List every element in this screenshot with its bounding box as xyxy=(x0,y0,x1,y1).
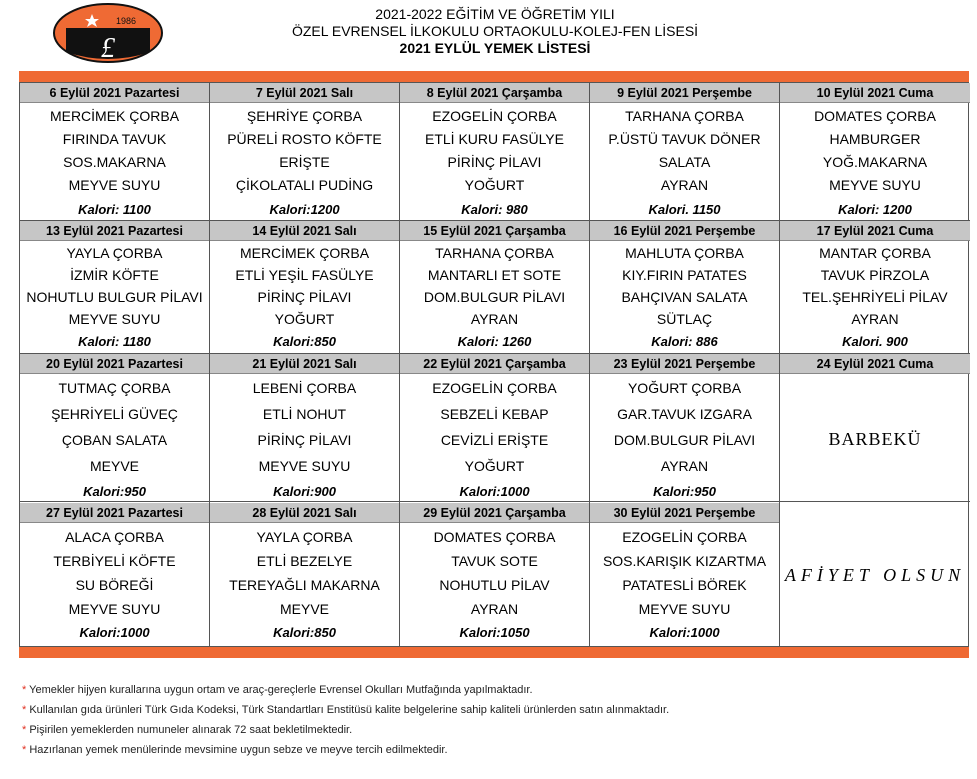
calorie-label: Kalori: 1180 xyxy=(78,334,151,349)
menu-item: ÇİKOLATALI PUDİNG xyxy=(235,177,374,193)
academic-year-title: 2021-2022 EĞİTİM VE ÖĞRETİM YILI xyxy=(375,6,615,22)
day-menu-cell xyxy=(210,375,399,502)
day-column xyxy=(400,83,590,646)
calorie-label: Kalori:950 xyxy=(83,484,146,499)
day-menu-cell xyxy=(780,503,970,647)
menu-item: ERİŞTE xyxy=(279,154,330,170)
day-menu-cell xyxy=(210,103,399,221)
calorie-label: Kalori:1000 xyxy=(79,625,150,640)
menu-item: TARHANA ÇORBA xyxy=(435,245,554,261)
asterisk-icon: * xyxy=(22,724,30,736)
menu-title: 2021 EYLÜL YEMEK LİSTESİ xyxy=(399,40,591,56)
menu-item: YOĞ.MAKARNA xyxy=(822,154,928,170)
day-header: 15 Eylül 2021 Çarşamba xyxy=(400,221,589,241)
menu-item: GAR.TAVUK IZGARA xyxy=(617,406,752,422)
menu-item: YOĞURT xyxy=(274,311,335,327)
menu-item: TEL.ŞEHRİYELİ PİLAV xyxy=(802,289,948,305)
logo-letter: £ xyxy=(101,33,115,64)
calorie-label: Kalori:1000 xyxy=(459,484,530,499)
day-header: 13 Eylül 2021 Pazartesi xyxy=(20,221,209,241)
day-menu-cell xyxy=(20,103,209,221)
note-line xyxy=(22,700,922,720)
menu-item: AYRAN xyxy=(470,311,519,327)
closing-message: AFİYET OLSUN xyxy=(784,565,966,585)
menu-item: AYRAN xyxy=(851,311,899,327)
menu-item: PÜRELİ ROSTO KÖFTE xyxy=(227,131,382,147)
day-menu-cell xyxy=(210,524,399,647)
day-menu-cell xyxy=(400,524,589,647)
menu-item: MEYVE xyxy=(279,601,329,617)
calorie-label: Kalori: 980 xyxy=(461,202,528,217)
menu-item: PİRİNÇ PİLAVI xyxy=(257,289,352,305)
menu-item: MEYVE SUYU xyxy=(68,177,161,193)
menu-item: TAVUK PİRZOLA xyxy=(820,267,930,283)
day-header: 7 Eylül 2021 Salı xyxy=(210,83,399,103)
menu-item: TUTMAÇ ÇORBA xyxy=(58,380,171,396)
day-header: 24 Eylül 2021 Cuma xyxy=(780,354,970,374)
day-column xyxy=(780,83,970,646)
menu-item: SOS.KARIŞIK KIZARTMA xyxy=(602,553,767,569)
menu-item: SALATA xyxy=(658,154,711,170)
menu-item: MEYVE SUYU xyxy=(258,458,351,474)
menu-item: TEREYAĞLI MAKARNA xyxy=(229,577,380,593)
menu-item: TAVUK SOTE xyxy=(451,553,538,569)
day-menu-cell xyxy=(20,375,209,502)
menu-item: FIRINDA TAVUK xyxy=(62,131,167,147)
menu-item: EZOGELİN ÇORBA xyxy=(432,380,557,396)
menu-item: BAHÇIVAN SALATA xyxy=(621,289,748,305)
menu-item: EZOGELİN ÇORBA xyxy=(432,108,557,124)
menu-item: SEBZELİ KEBAP xyxy=(440,406,549,422)
menu-item: YAYLA ÇORBA xyxy=(66,245,163,261)
menu-item: MEYVE SUYU xyxy=(68,311,161,327)
calorie-label: Kalori:1000 xyxy=(649,625,720,640)
menu-item: ŞEHRİYELİ GÜVEÇ xyxy=(51,406,178,422)
day-column xyxy=(210,83,400,646)
day-menu-cell xyxy=(590,103,779,221)
menu-item: PATATESLİ BÖREK xyxy=(622,577,747,593)
calorie-label: Kalori. 900 xyxy=(842,334,908,349)
day-header: 20 Eylül 2021 Pazartesi xyxy=(20,354,209,374)
menu-item: ETLİ BEZELYE xyxy=(256,553,353,569)
day-menu-cell xyxy=(400,375,589,502)
logo-year: 1986 xyxy=(116,16,137,26)
menu-item: ŞEHRİYE ÇORBA xyxy=(246,108,363,124)
day-menu-cell xyxy=(20,241,209,354)
menu-item: MEYVE xyxy=(89,458,139,474)
menu-item: EZOGELİN ÇORBA xyxy=(622,529,747,545)
day-header: 29 Eylül 2021 Çarşamba xyxy=(400,503,589,523)
menu-item: ETLİ NOHUT xyxy=(262,406,347,422)
calorie-label: Kalori. 1150 xyxy=(648,202,721,217)
menu-item: YOĞURT xyxy=(464,177,525,193)
menu-item: MAHLUTA ÇORBA xyxy=(625,245,744,261)
calorie-label: Kalori: 1100 xyxy=(78,202,151,217)
menu-item: MERCİMEK ÇORBA xyxy=(239,245,370,261)
menu-item: DOM.BULGUR PİLAVI xyxy=(613,432,756,448)
menu-item: ÇOBAN SALATA xyxy=(61,432,168,448)
menu-item: SÜTLAÇ xyxy=(656,311,713,327)
calorie-label: Kalori: 1260 xyxy=(457,334,532,349)
day-header: 9 Eylül 2021 Perşembe xyxy=(590,83,779,103)
document-header xyxy=(200,6,790,57)
day-column xyxy=(20,83,210,646)
asterisk-icon: * xyxy=(22,704,30,716)
day-menu-cell xyxy=(400,103,589,221)
calorie-label: Kalori:850 xyxy=(273,625,336,640)
menu-item: İZMİR KÖFTE xyxy=(70,267,159,283)
asterisk-icon: * xyxy=(22,684,30,696)
menu-item: AYRAN xyxy=(470,601,519,617)
day-header: 21 Eylül 2021 Salı xyxy=(210,354,399,374)
menu-item: ETLİ YEŞİL FASÜLYE xyxy=(235,267,374,283)
menu-item: YAYLA ÇORBA xyxy=(256,529,353,545)
day-menu-cell xyxy=(20,524,209,647)
top-accent-bar xyxy=(19,71,969,82)
day-header: 22 Eylül 2021 Çarşamba xyxy=(400,354,589,374)
day-header: 30 Eylül 2021 Perşembe xyxy=(590,503,779,523)
day-menu-cell xyxy=(400,241,589,354)
menu-item: P.ÜSTÜ TAVUK DÖNER xyxy=(608,131,761,147)
note-text: Hazırlanan yemek menülerinde mevsimine uygun sebze ve meyve tercih edilmektedir. xyxy=(29,744,448,756)
asterisk-icon: * xyxy=(22,744,30,756)
note-line xyxy=(22,720,922,740)
menu-item: SU BÖREĞİ xyxy=(75,577,154,593)
menu-item: SOS.MAKARNA xyxy=(63,154,166,170)
day-header: 6 Eylül 2021 Pazartesi xyxy=(20,83,209,103)
school-name-title: ÖZEL EVRENSEL İLKOKULU ORTAOKULU-KOLEJ-FEN LİSESİ xyxy=(291,23,699,39)
day-menu-cell xyxy=(210,241,399,354)
calorie-label: Kalori:950 xyxy=(653,484,716,499)
calorie-label: Kalori:1200 xyxy=(269,202,340,217)
menu-item: ALACA ÇORBA xyxy=(65,529,164,545)
calorie-label: Kalori:850 xyxy=(273,334,336,349)
menu-item: TARHANA ÇORBA xyxy=(625,108,744,124)
day-header: 17 Eylül 2021 Cuma xyxy=(780,221,970,241)
menu-item: MEYVE SUYU xyxy=(829,177,921,193)
special-event-label: BARBEKÜ xyxy=(828,429,922,449)
day-menu-cell xyxy=(590,375,779,502)
day-menu-cell xyxy=(780,375,970,502)
menu-item: KIY.FIRIN PATATES xyxy=(622,267,747,283)
day-header: 10 Eylül 2021 Cuma xyxy=(780,83,970,103)
menu-item: MANTAR ÇORBA xyxy=(819,245,931,261)
calorie-label: Kalori: 1200 xyxy=(838,202,912,217)
menu-item: TERBİYELİ KÖFTE xyxy=(53,553,176,569)
menu-item: DOMATES ÇORBA xyxy=(814,108,936,124)
day-header: 16 Eylül 2021 Perşembe xyxy=(590,221,779,241)
day-header: 23 Eylül 2021 Perşembe xyxy=(590,354,779,374)
day-header: 8 Eylül 2021 Çarşamba xyxy=(400,83,589,103)
menu-item: PİRİNÇ PİLAVI xyxy=(447,154,542,170)
note-line xyxy=(22,740,922,760)
day-header: 27 Eylül 2021 Pazartesi xyxy=(20,503,209,523)
menu-item: MERCİMEK ÇORBA xyxy=(49,108,180,124)
calorie-label: Kalori:900 xyxy=(273,484,336,499)
menu-item: DOM.BULGUR PİLAVI xyxy=(423,289,566,305)
day-header: 28 Eylül 2021 Salı xyxy=(210,503,399,523)
calorie-label: Kalori: 886 xyxy=(651,334,718,349)
note-line xyxy=(22,680,922,700)
day-column xyxy=(590,83,780,646)
menu-item: MANTARLI ET SOTE xyxy=(427,267,562,283)
menu-item: NOHUTLU BULGUR PİLAVI xyxy=(26,289,203,305)
menu-table xyxy=(19,82,969,647)
note-text: Kullanılan gıda ürünleri Türk Gıda Kodeksi, Türk Standartları Enstitüsü kalite belgelerine sahip kaliteli ürünlerden satın alınmaktadır. xyxy=(29,704,670,716)
menu-item: DOMATES ÇORBA xyxy=(433,529,556,545)
notes-list xyxy=(22,680,922,760)
school-logo xyxy=(52,2,164,64)
menu-item: CEVİZLİ ERİŞTE xyxy=(440,432,549,448)
day-menu-cell xyxy=(590,524,779,647)
bottom-accent-bar xyxy=(19,647,969,658)
menu-item: YOĞURT xyxy=(464,458,525,474)
day-header: 14 Eylül 2021 Salı xyxy=(210,221,399,241)
menu-item: AYRAN xyxy=(660,458,709,474)
menu-item: LEBENİ ÇORBA xyxy=(252,380,357,396)
menu-item: PİRİNÇ PİLAVI xyxy=(257,432,352,448)
note-text: Pişirilen yemeklerden numuneler alınarak 72 saat bekletilmektedir. xyxy=(29,724,353,736)
menu-item: YOĞURT ÇORBA xyxy=(627,380,742,396)
day-menu-cell xyxy=(780,103,970,221)
menu-item: AYRAN xyxy=(660,177,709,193)
menu-item: HAMBURGER xyxy=(829,131,921,147)
menu-item: MEYVE SUYU xyxy=(68,601,161,617)
menu-item: MEYVE SUYU xyxy=(638,601,731,617)
calorie-label: Kalori:1050 xyxy=(459,625,530,640)
menu-item: NOHUTLU PİLAV xyxy=(439,577,550,593)
menu-item: ETLİ KURU FASÜLYE xyxy=(424,131,564,147)
note-text: Yemekler hijyen kurallarına uygun ortam ve araç-gereçlerle Evrensel Okulları Mutfağında yapılmaktadır. xyxy=(29,684,533,696)
day-menu-cell xyxy=(780,241,970,354)
day-menu-cell xyxy=(590,241,779,354)
